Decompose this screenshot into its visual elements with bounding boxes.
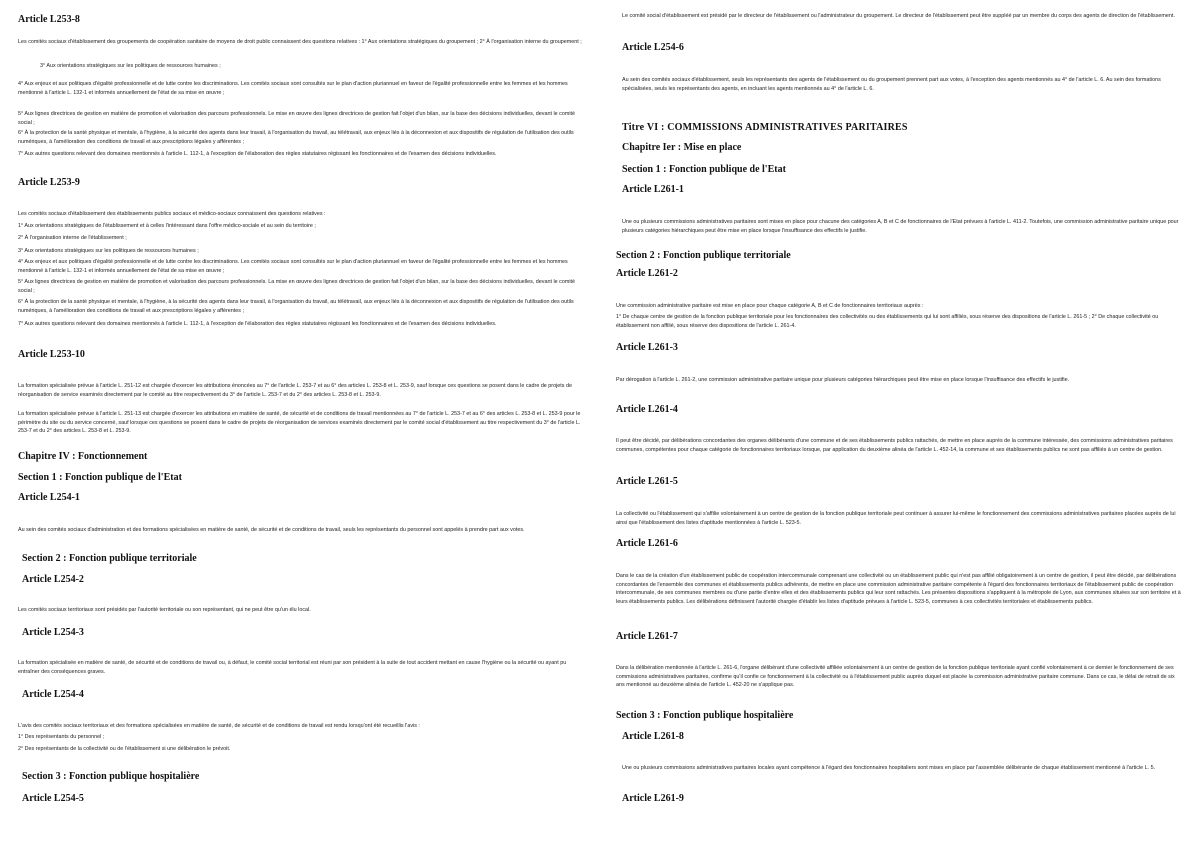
chapter-heading: Chapitre Ier : Mise en place [622, 142, 742, 153]
paragraph: Par dérogation à l'article L. 261-2, une commission administrative paritaire unique pour plusieurs catégories hiérarchiques peut être mise en place lorsque l'insuffisance des effectifs le justifie. [616, 377, 1070, 383]
article-heading: Article L261-2 [616, 268, 678, 279]
paragraph: Une ou plusieurs commissions administratives paritaires locales ayant compétence à l'égard des fonctionnaires hospitaliers sont mises en place par l'assemblée délibérante de chaque établissement mentionné à l'article L. 5. [622, 765, 1156, 771]
section-heading: Section 2 : Fonction publique territoriale [616, 250, 791, 261]
paragraph: 1° Aux orientations stratégiques de l'établissement et à celles l'intéressant dans l'offre médico-sociale et au sein du territoire ; [18, 223, 316, 229]
paragraph: Le comité social d'établissement est présidé par le directeur de l'établissement ou l'administrateur du groupement. Le directeur de l'établissement peut être suppléé par un membre du corps des agents de direction de l'établissement. [622, 13, 1175, 19]
article-heading: Article L254-5 [22, 793, 84, 804]
paragraph: 2° À l'organisation interne de l'établissement ; [18, 235, 127, 241]
paragraph: 1° Des représentants du personnel ; [18, 734, 105, 740]
paragraph: Dans le cas de la création d'un établissement public de coopération intercommunale comprenant une collectivité ou un établissement public qui n'est pas affilié obligatoirement à un centre de gestion, il peut être décidé, par délibérations concordantes de l'ensemble des communes et établissements publics adhérents, de mettre en place une commission administrative paritaire compétente à l'égard des fonctionnaires territoriaux de l'établissement public de coopération intercommunale, de ses communes membres ou d'une partie d'entre elles et des établissements publics qui leur sont rattachés. Les présentes dispositions s'appliquent à la métropole de Lyon, aux communes situées sur son territoire et à leurs établissements publics. Les délibérations définissent l'autorité chargée d'établir les listes d'aptitude prévues à l'article L. 523-5, communes à ces collectivités territoriales et établissements publics. [616, 573, 1181, 605]
paragraph: 1° De chaque centre de gestion de la fonction publique territoriale pour les fonctionnaires des collectivités ou des établissements qui lui sont affiliés, sous réserve des dispositions de l'article L. 261-5 ; 2° De chaque collectivité ou établissement non affilié, sous réserve des dispositions de l'article L. 261-4. [616, 314, 1159, 329]
paragraph: 3° Aux orientations stratégiques sur les politiques de ressources humaines ; [40, 63, 221, 69]
article-heading: Article L261-1 [622, 184, 684, 195]
section-heading: Section 3 : Fonction publique hospitalière [22, 771, 200, 782]
paragraph: 6° À la protection de la santé physique et mentale, à l'hygiène, à la sécurité des agents dans leur travail, à l'organisation du travail, au télétravail, aux enjeux liés à la déconnexion et aux dispositifs de régulation de l'utilisation des outils numériques, à l'amélioration des conditions de travail et aux prescriptions légales y afférentes ; [18, 130, 574, 145]
paragraph: 4° Aux enjeux et aux politiques d'égalité professionnelle et de lutte contre les discriminations. Les comités sociaux sont consultés sur le plan d'action pluriannuel en faveur de l'égalité professionnelle entre les femmes et les hommes mentionné à l'article L. 132-1 et informés annuellement de l'état de sa mise en œuvre ; [18, 81, 568, 96]
article-heading: Article L254-3 [22, 627, 84, 638]
section-heading: Section 1 : Fonction publique de l'Etat [622, 164, 786, 175]
article-heading: Article L253-9 [18, 177, 80, 188]
paragraph: La formation spécialisée prévue à l'article L. 251-13 est chargée d'exercer les attributions en matière de santé, de sécurité et de conditions de travail mentionnées au 7° de l'article L. 253-7 et au 6° des articles L. 253-8 et L. 253-9 pour le périmètre du site ou du service concerné, sauf lorsque ces questions se posent dans le cadre de projets de réorganisation de services examinés directement par le comité social d'établissement au titre respectivement du 3° de l'article L. 253-7 et du 2° des articles L. 253-8 et L. 253-9. [18, 411, 581, 435]
article-heading: Article L261-9 [622, 793, 684, 804]
paragraph: 4° Aux enjeux et aux politiques d'égalité professionnelle et de lutte contre les discriminations. Les comités sociaux sont consultés sur le plan d'action pluriannuel en faveur de l'égalité professionnelle entre les femmes et les hommes mentionné à l'article L. 132-1 et informés annuellement de l'état de sa mise en œuvre ; [18, 259, 568, 274]
article-heading: Article L253-10 [18, 349, 85, 360]
article-heading: Article L254-2 [22, 574, 84, 585]
paragraph: Dans la délibération mentionnée à l'article L. 261-6, l'organe délibérant d'une collectivité affiliée volontairement à un centre de gestion de la fonction publique territoriale ayant confié volontairement à ce dernier le fonctionnement de ses commissions administratives paritaires, confirme qu'il confie ce fonctionnement à la collectivité ou à l'établissement public auprès duquel est placée la commission administrative paritaire commune. Dans ce cas, le délai de retrait de six ans mentionné au deuxième alinéa de l'article L. 452-20 ne s'applique pas. [616, 665, 1175, 689]
article-heading: Article L254-4 [22, 689, 84, 700]
paragraph: Les comités sociaux d'établissement des groupements de coopération sanitaire de moyens de droit public connaissent des questions relatives : 1° Aux orientations stratégiques du groupement ; 2° À l'organisation interne du groupement ; [18, 39, 582, 45]
title-heading: Titre VI : COMMISSIONS ADMINISTRATIVES PARITAIRES [622, 122, 908, 133]
article-heading: Article L261-4 [616, 404, 678, 415]
paragraph: La collectivité ou l'établissement qui s'affilie volontairement à un centre de gestion de la fonction publique territoriale peut continuer à assurer lui-même le fonctionnement des commissions administratives paritaires placées auprès de lui ainsi que l'établissement des listes d'aptitude mentionnées à l'article L. 523-5. [616, 511, 1176, 526]
paragraph: La formation spécialisée en matière de santé, de sécurité et de conditions de travail ou, à défaut, le comité social territorial est réuni par son président à la suite de tout accident mettant en cause l'hygiène ou la sécurité ou ayant pu entraîner des conséquences graves. [18, 660, 567, 675]
article-heading: Article L253-8 [18, 14, 80, 25]
paragraph: 7° Aux autres questions relevant des domaines mentionnés à l'article L. 112-1, à l'exception de l'élaboration des règles statutaires régissant les fonctionnaires et de l'examen des décisions individuelles. [18, 321, 497, 327]
paragraph: L'avis des comités sociaux territoriaux et des formations spécialisées en matière de santé, de sécurité et de conditions de travail est rendu lorsqu'ont été recueillis l'avis : [18, 723, 420, 729]
paragraph: Une ou plusieurs commissions administratives paritaires sont mises en place pour chacune des catégories A, B et C de fonctionnaires de l'Etat prévues à l'article L. 411-2. Toutefois, une commission administrative paritaire unique pour plusieurs catégories hiérarchiques peut être mise en place lorsque l'insuffisance des effectifs le justifie. [622, 219, 1179, 234]
article-heading: Article L261-6 [616, 538, 678, 549]
chapter-heading: Chapitre IV : Fonctionnement [18, 451, 148, 462]
article-heading: Article L261-7 [616, 631, 678, 642]
section-heading: Section 1 : Fonction publique de l'Etat [18, 472, 182, 483]
section-heading: Section 3 : Fonction publique hospitalière [616, 710, 794, 721]
paragraph: 5° Aux lignes directrices de gestion en matière de promotion et valorisation des parcours professionnels. La mise en œuvre des lignes directrices de gestion fait l'objet d'un bilan, sur la base des décisions individuelles, devant le comité social ; [18, 279, 576, 294]
article-heading: Article L254-6 [622, 42, 684, 53]
paragraph: 3° Aux orientations stratégiques sur les politiques de ressources humaines ; [18, 248, 199, 254]
article-heading: Article L261-3 [616, 342, 678, 353]
paragraph: Au sein des comités sociaux d'administration et des formations spécialisées en matière de santé, de sécurité et de conditions de travail, seuls les représentants du personnel sont appelés à prendre part aux votes. [18, 527, 525, 533]
paragraph: Au sein des comités sociaux d'établissement, seuls les représentants des agents de l'établissement ou du groupement prennent part aux votes, à l'exception des agents mentionnés au 4° de l'article L. 6. Au sein des formations spécialisées, seuls les représentants des agents, en incluant les agents mentionnés au 4° de l'article L. 6. [622, 77, 1161, 92]
article-heading: Article L261-5 [616, 476, 678, 487]
article-heading: Article L261-8 [622, 731, 684, 742]
paragraph: 2° Des représentants de la collectivité ou de l'établissement si une délibération le prévoit. [18, 746, 231, 752]
paragraph: 7° Aux autres questions relevant des domaines mentionnés à l'article L. 112-1, à l'exception de l'élaboration des règles statutaires régissant les fonctionnaires et de l'examen des décisions individuelles. [18, 151, 497, 157]
paragraph: 5° Aux lignes directrices de gestion en matière de promotion et valorisation des parcours professionnels. Le mise en œuvre des lignes directrices de gestion fait l'objet d'un bilan, sur la base des décisions individuelles, devant le comité social ; [18, 111, 576, 126]
paragraph: 6° À la protection de la santé physique et mentale, à l'hygiène, à la sécurité des agents dans leur travail, à l'organisation du travail, au télétravail, aux enjeux liés à la déconnexion et aux dispositifs de régulation de l'utilisation des outils numériques, à l'amélioration des conditions de travail et aux prescriptions légales y afférentes ; [18, 299, 574, 314]
article-heading: Article L254-1 [18, 492, 80, 503]
paragraph: La formation spécialisée prévue à l'article L. 251-12 est chargée d'exercer les attributions énoncées au 7° de l'article L. 253-7 et au 6° des articles L. 253-8 et L. 253-9, sauf lorsque ces questions se posent dans le cadre de projets de réorganisation de service examinés directement par le comité au titre respectivement du 3° de l'article L. 253-7 et du 2° des articles L. 253-8 et L. 253-9. [18, 383, 572, 398]
section-heading: Section 2 : Fonction publique territoriale [22, 553, 197, 564]
paragraph: Il peut être décidé, par délibérations concordantes des organes délibérants d'une commune et de ses établissements publics rattachés, de mettre en place auprès de la commune intéressée, des commissions administratives paritaires communes, compétentes pour chaque catégorie de fonctionnaires territoriaux lorsque, par application du deuxième alinéa de l'article L. 452-14, la commune et ses établissements publics ne sont pas affiliés à un centre de gestion. [616, 438, 1173, 453]
paragraph: Les comités sociaux territoriaux sont présidés par l'autorité territoriale ou son représentant, qui ne peut être qu'un élu local. [18, 607, 311, 613]
paragraph: Les comités sociaux d'établissement des établissements publics sociaux et médico-sociaux connaissent des questions relatives : [18, 211, 326, 217]
paragraph: Une commission administrative paritaire est mise en place pour chaque catégorie A, B et C de fonctionnaires territoriaux auprès : [616, 303, 924, 309]
